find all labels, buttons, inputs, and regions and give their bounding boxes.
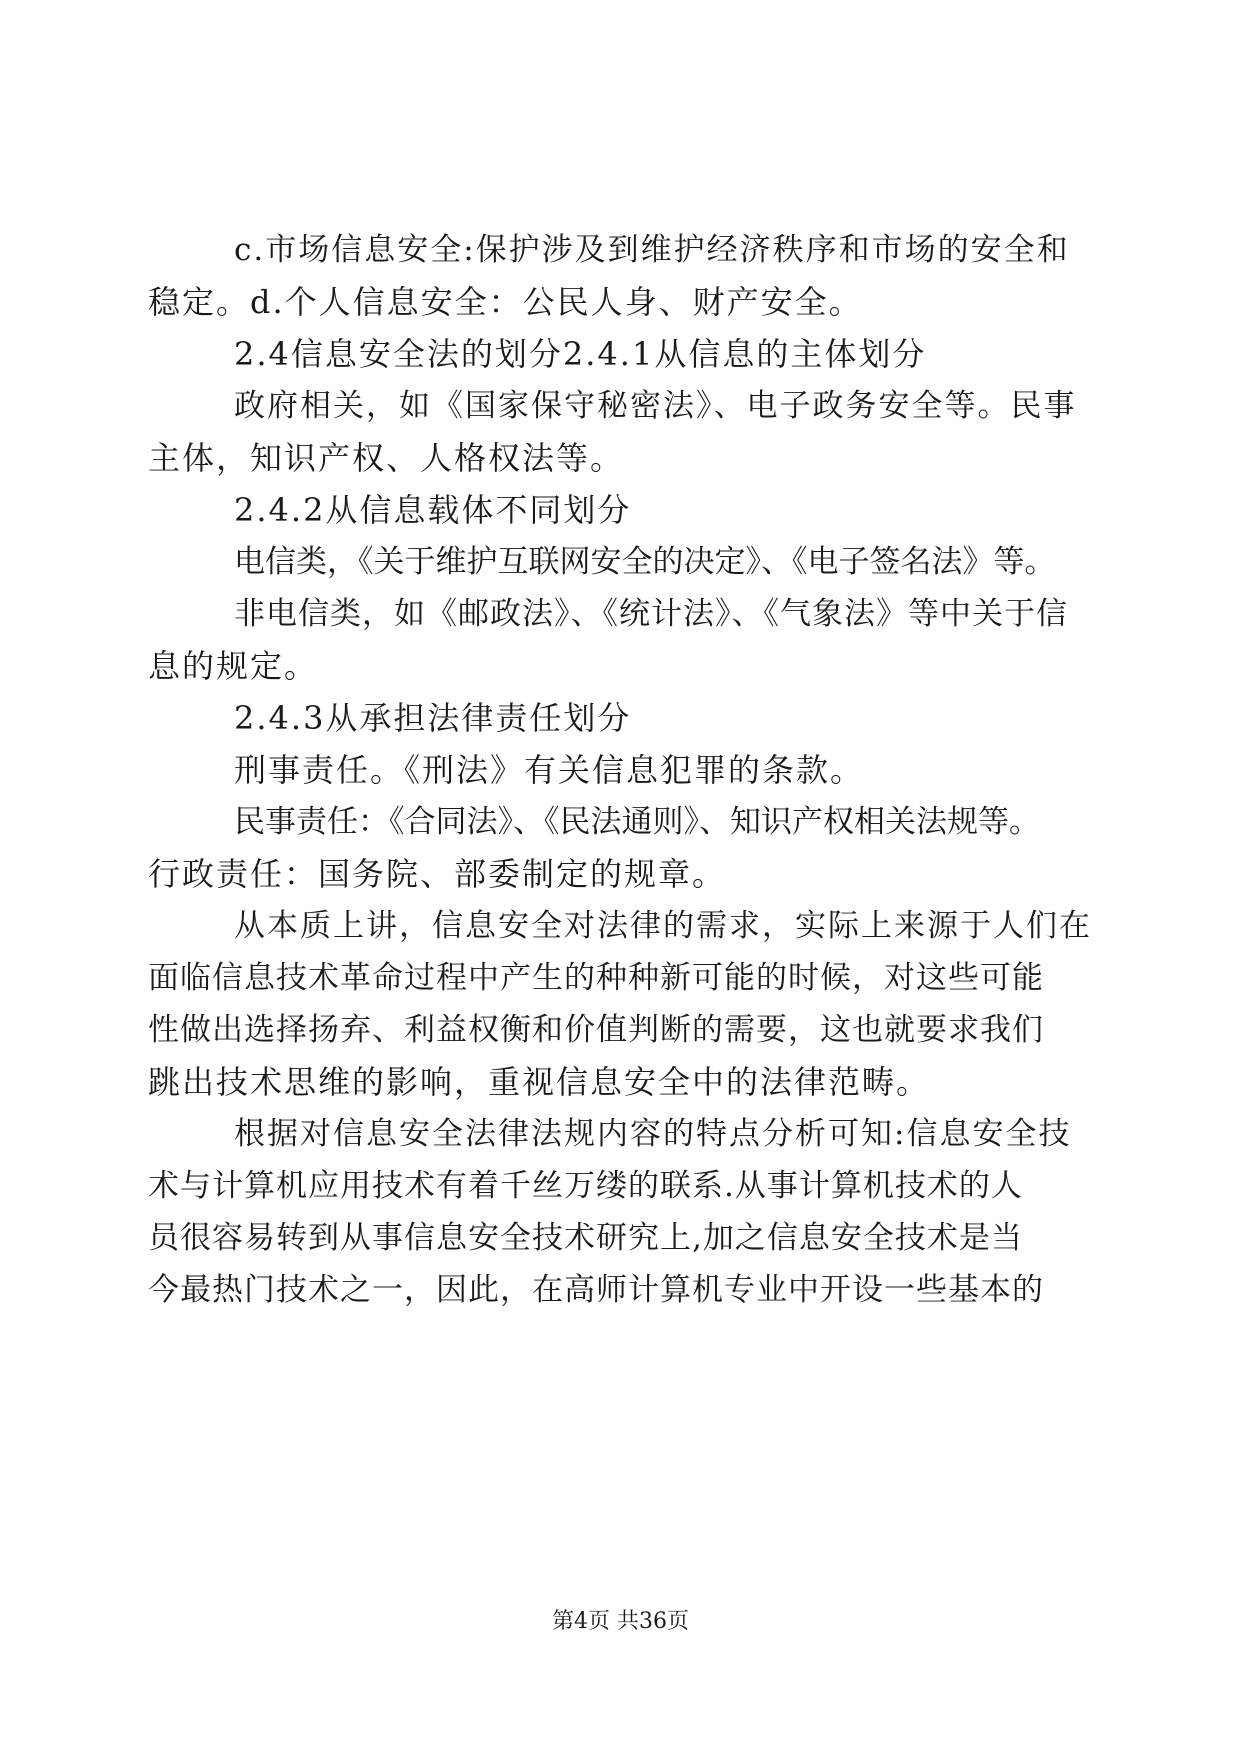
section-heading: 2.4信息安全法的划分2.4.1从信息的主体划分 bbox=[234, 335, 927, 373]
text-line: 非电信类，如《邮政法》、《统计法》、《气象法》等中关于信 bbox=[234, 596, 1068, 632]
section-heading: 2.4.2从信息载体不同划分 bbox=[234, 491, 632, 529]
text-line: 行政责任：国务院、部委制定的规章。 bbox=[148, 855, 727, 893]
text-line: 电信类，《关于维护互联网安全的决定》、《电子签名法》等。 bbox=[234, 544, 1056, 580]
text-line: c.市场信息安全:保护涉及到维护经济秩序和市场的安全和 bbox=[234, 232, 1070, 268]
text-line: 刑事责任。《刑法》有关信息犯罪的条款。 bbox=[234, 751, 865, 789]
text-line: 主体，知识产权、人格权法等。 bbox=[148, 439, 625, 477]
text-line: 面临信息技术革命过程中产生的种种新可能的时候，对这些可能 bbox=[148, 960, 1044, 996]
text-line: 根据对信息安全法律法规内容的特点分析可知:信息安全技 bbox=[234, 1116, 1072, 1152]
text-line: 今最热门技术之一，因此，在高师计算机专业中开设一些基本的 bbox=[148, 1272, 1044, 1308]
text-line: 政府相关，如《国家保守秘密法》、电子政务安全等。民事 bbox=[234, 388, 1077, 424]
page-number-footer: 第4页 共36页 bbox=[552, 1609, 689, 1634]
text-line: 员很容易转到从事信息安全技术研究上,加之信息安全技术是当 bbox=[148, 1220, 1023, 1256]
text-line: 性做出选择扬弃、利益权衡和价值判断的需要，这也就要求我们 bbox=[148, 1012, 1044, 1048]
text-line: 民事责任：《合同法》、《民法通则》、知识产权相关法规等。 bbox=[234, 804, 1040, 840]
text-line: 息的规定。 bbox=[148, 647, 319, 685]
text-line: 跳出技术思维的影响，重视信息安全中的法律范畴。 bbox=[148, 1063, 931, 1101]
text-line: 术与计算机应用技术有着千丝万缕的联系.从事计算机技术的人 bbox=[148, 1168, 1023, 1204]
section-heading: 2.4.3从承担法律责任划分 bbox=[234, 699, 632, 737]
text-line: 稳定。d.个人信息安全：公民人身、财产安全。 bbox=[148, 283, 863, 321]
text-line: 从本质上讲，信息安全对法律的需求，实际上来源于人们在 bbox=[234, 908, 1092, 944]
